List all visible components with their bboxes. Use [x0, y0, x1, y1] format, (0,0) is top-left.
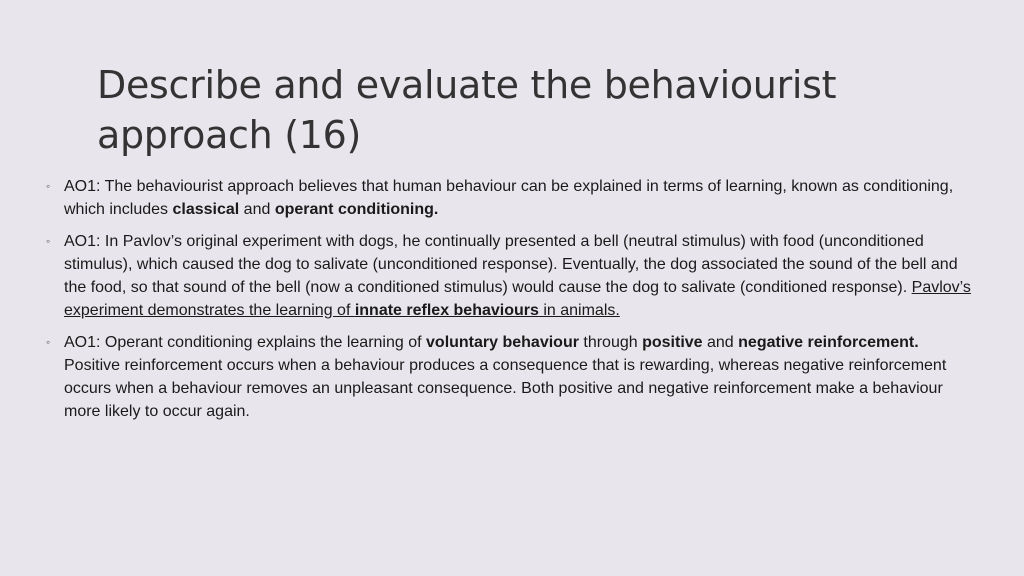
- bullet-list: [46, 175, 976, 432]
- bullet-underlined-bold-text: innate reflex behaviours: [354, 302, 539, 319]
- bullet-bold-text: positive: [642, 334, 703, 351]
- bullet-bold-text: negative reinforcement.: [738, 334, 919, 351]
- bullet-marker-icon: ◦: [46, 179, 51, 193]
- bullet-text: Positive reinforcement occurs when a behaviour produces a consequence that is rewarding, whereas negative reinforcement occurs when a behaviour removes an unpleasant consequence. Both positive and negative reinforcement make a behaviour more likely to occur again.: [64, 357, 947, 420]
- bullet-text: AO1: Operant conditioning explains the learning of: [64, 334, 427, 351]
- bullet-item-2: [46, 230, 976, 322]
- slide-title: Describe and evaluate the behaviourist approach (16): [97, 63, 837, 157]
- bullet-bold-text: voluntary behaviour: [426, 334, 579, 351]
- bullet-text: AO1: The behaviourist approach believes that human behaviour can be explained in terms of learning, known as conditioning, which includes: [64, 178, 954, 218]
- bullet-item-1: [46, 175, 976, 221]
- bullet-text: and: [239, 201, 275, 218]
- bullet-bold-text: classical: [172, 201, 240, 218]
- bullet-text: through: [578, 334, 643, 351]
- bullet-underlined-text: Pavlov’s experiment demonstrates the learning of: [64, 279, 971, 319]
- bullet-bold-text: operant conditioning.: [274, 201, 439, 218]
- bullet-marker-icon: ◦: [46, 335, 51, 349]
- bullet-underlined-text: in animals.: [538, 302, 620, 319]
- bullet-marker-icon: ◦: [46, 234, 51, 248]
- bullet-text: and: [702, 334, 739, 351]
- bullet-item-3: [46, 331, 976, 423]
- bullet-text: AO1: In Pavlov’s original experiment with dogs, he continually presented a bell (neutral stimulus) with food (unconditioned stimulus), which caused the dog to salivate (unconditioned response). Eventually, the dog associated the sound of the bell and the food, so that sound of the bell (now a conditioned stimulus) would cause the dog to salivate (conditioned response).: [64, 233, 958, 296]
